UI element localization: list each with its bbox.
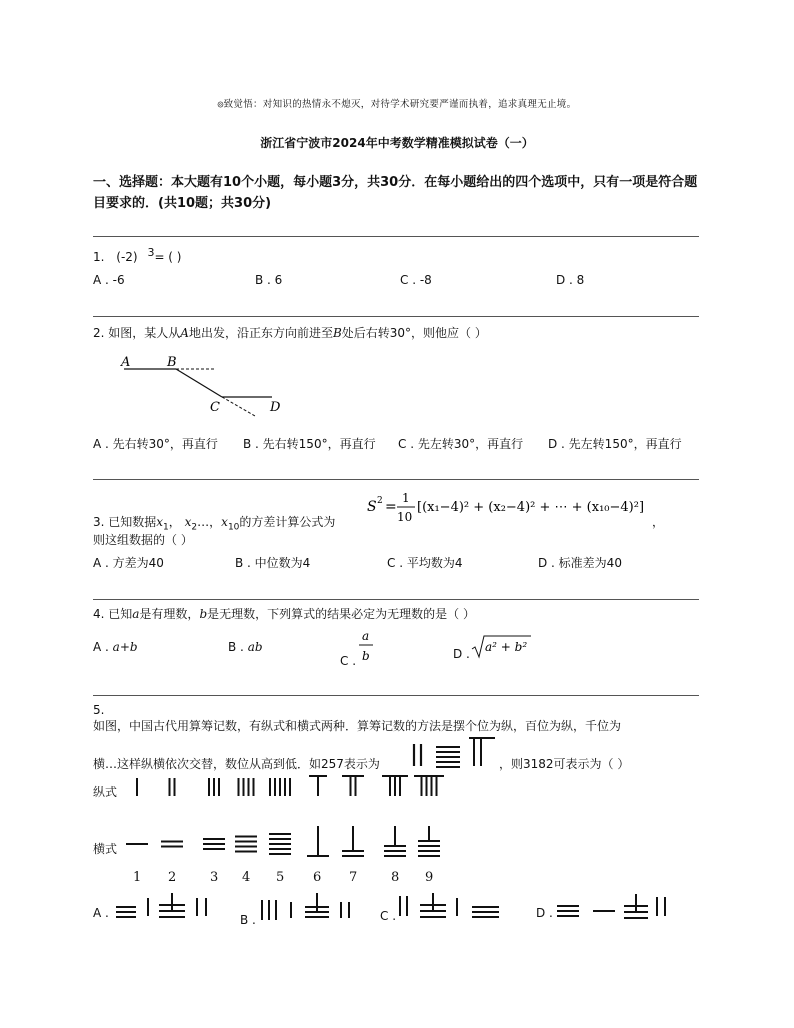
option-d[interactable]: D . 先左转150°，再直行 — [548, 437, 682, 451]
option-c-label[interactable]: C . — [340, 654, 357, 668]
label-a: A — [121, 355, 131, 370]
trailing-comma: ， — [652, 515, 665, 529]
rod-horizontal-5 — [436, 747, 460, 767]
question-5-line2-post: ，则3182可表示为（ ） — [499, 757, 630, 771]
option-d[interactable]: D . 标准差为40 — [538, 556, 622, 570]
divider — [93, 236, 699, 237]
segment-bc — [176, 369, 222, 397]
formula-square: 2 — [377, 496, 383, 506]
digit-label: 6 — [313, 870, 322, 885]
page-title: 浙江省宁波市2024年中考数学精准模拟试卷（一） — [260, 136, 534, 150]
digit-label: 5 — [276, 870, 285, 885]
ellipsis: …， — [197, 515, 222, 529]
digit-label: 7 — [349, 870, 358, 885]
option-c[interactable]: C . -8 — [400, 273, 432, 287]
counting-rods-table — [120, 770, 460, 870]
fraction-numerator: 1 — [402, 491, 410, 505]
option-label: A . — [93, 640, 109, 654]
formula-s: S — [367, 499, 377, 515]
stem-text: 是有理数， — [139, 607, 200, 621]
option-a[interactable]: A . -6 — [93, 273, 125, 287]
radicand: a² + b² — [485, 640, 528, 654]
question-5-line1: 如图，中国古代用算筹记数，有纵式和横式两种．算筹记数的方法是摆个位为纵，百位为纵，千位为 — [93, 719, 622, 733]
option-a[interactable] — [93, 640, 138, 654]
digit-labels — [120, 870, 460, 886]
rod-vertical-7 — [469, 738, 495, 766]
stem-text: 处后右转30°，则他应（ ） — [341, 326, 487, 340]
option-b[interactable]: B . 6 — [255, 273, 283, 287]
option-d-label[interactable]: D . — [536, 906, 553, 920]
base: (-2) — [116, 250, 138, 264]
digit-label: 8 — [391, 870, 400, 885]
label-b: B — [167, 355, 177, 370]
fraction-denominator: b — [362, 649, 370, 663]
option-b[interactable]: B . 先右转150°，再直行 — [243, 437, 376, 451]
subscript: 10 — [227, 522, 240, 533]
separator: ， — [168, 515, 181, 529]
fraction-numerator: a — [362, 629, 370, 643]
option-expr: a+b — [112, 640, 138, 654]
section-heading: 一、选择题：本大题有10个小题，每小题3分，共30分．在每小题给出的四个选项中，只有一项是符合题目要求的．(共10题；共30分) — [93, 175, 698, 211]
digit-label: 1 — [133, 870, 142, 885]
route-diagram — [110, 350, 310, 420]
question-2-stem — [93, 324, 487, 341]
formula-equals: = — [385, 499, 397, 515]
divider — [93, 316, 699, 317]
rod-vertical-2 — [414, 744, 421, 766]
option-c[interactable]: C . 先左转30°，再直行 — [398, 437, 524, 451]
variance-formula — [365, 486, 655, 530]
question-3-line2: 则这组数据的（ ） — [93, 533, 193, 547]
divider — [93, 479, 699, 480]
label-c: C — [210, 400, 220, 415]
stem-text: 3. 已知数据 — [93, 515, 157, 529]
option-label: B . — [228, 640, 244, 654]
var-x: x — [184, 515, 192, 529]
fraction-denominator: 10 — [397, 510, 413, 524]
digit-label: 2 — [168, 870, 177, 885]
option-a-label[interactable]: A . — [93, 906, 109, 920]
question-1-stem — [93, 246, 181, 264]
question-5-line2-pre: 横…这样纵横依次交替，数位从高到低．如257表示为 — [93, 757, 380, 771]
option-b-rods[interactable] — [258, 892, 358, 922]
divider — [93, 599, 699, 600]
option-d-rods[interactable] — [555, 892, 669, 920]
option-d-sqrt[interactable] — [471, 633, 533, 661]
stem-text: 4. 已知 — [93, 607, 133, 621]
option-c-fraction[interactable] — [357, 627, 377, 665]
question-4-stem — [93, 605, 475, 622]
subscript: 2 — [191, 522, 198, 533]
example-257-rods — [412, 736, 498, 772]
exponent: 3 — [147, 246, 155, 259]
question-number: 5. — [93, 703, 105, 717]
horizontal-row-label: 横式 — [93, 842, 118, 856]
digit-label: 9 — [425, 870, 434, 885]
stem-tail: = ( ) — [154, 250, 182, 264]
option-d[interactable]: D . 8 — [556, 273, 585, 287]
option-a-rods[interactable] — [114, 892, 214, 920]
option-a[interactable]: A . 先右转30°，再直行 — [93, 437, 218, 451]
vertical-row-label: 纵式 — [93, 785, 118, 799]
option-c-label[interactable]: C . — [380, 909, 397, 923]
var-x: x — [221, 515, 228, 529]
var-a: A — [180, 326, 189, 340]
option-b[interactable] — [228, 640, 263, 654]
vertical-rods — [137, 776, 444, 796]
extension-dashed — [222, 397, 255, 416]
digit-label: 3 — [210, 870, 219, 885]
stem-text: 是无理数，下列算式的结果必定为无理数的是（ ） — [207, 607, 475, 621]
var-x: x — [156, 515, 164, 529]
formula-body: [(x₁−4)² + (x₂−4)² + ⋯ + (x₁₀−4)²] — [417, 500, 645, 515]
stem-text: 2. 如图，某人从 — [93, 326, 181, 340]
option-b-label[interactable]: B . — [240, 913, 256, 927]
var-a: a — [132, 607, 140, 621]
horizontal-rods — [126, 826, 440, 856]
motto-line: ◎致觉悟：对知识的热情永不熄灭，对待学术研究要严谨而执着，追求真理无止境。 — [217, 99, 577, 110]
digit-label: 4 — [242, 870, 251, 885]
label-d: D — [270, 400, 281, 415]
subscript: 1 — [163, 522, 169, 533]
var-b: B — [332, 326, 342, 340]
option-c[interactable]: C . 平均数为4 — [387, 556, 463, 570]
question-number: 1. — [93, 250, 105, 264]
divider — [93, 695, 699, 696]
var-b: b — [199, 607, 208, 621]
option-b[interactable]: B . 中位数为4 — [235, 556, 311, 570]
option-expr: ab — [247, 640, 263, 654]
stem-text: 的方差计算公式为 — [239, 515, 336, 529]
option-c-rods[interactable] — [397, 892, 507, 920]
option-a[interactable]: A . 方差为40 — [93, 556, 164, 570]
stem-text: 地出发，沿正东方向前进至 — [188, 326, 333, 340]
question-3-stem — [93, 513, 335, 532]
option-d-label[interactable]: D . — [453, 647, 470, 661]
